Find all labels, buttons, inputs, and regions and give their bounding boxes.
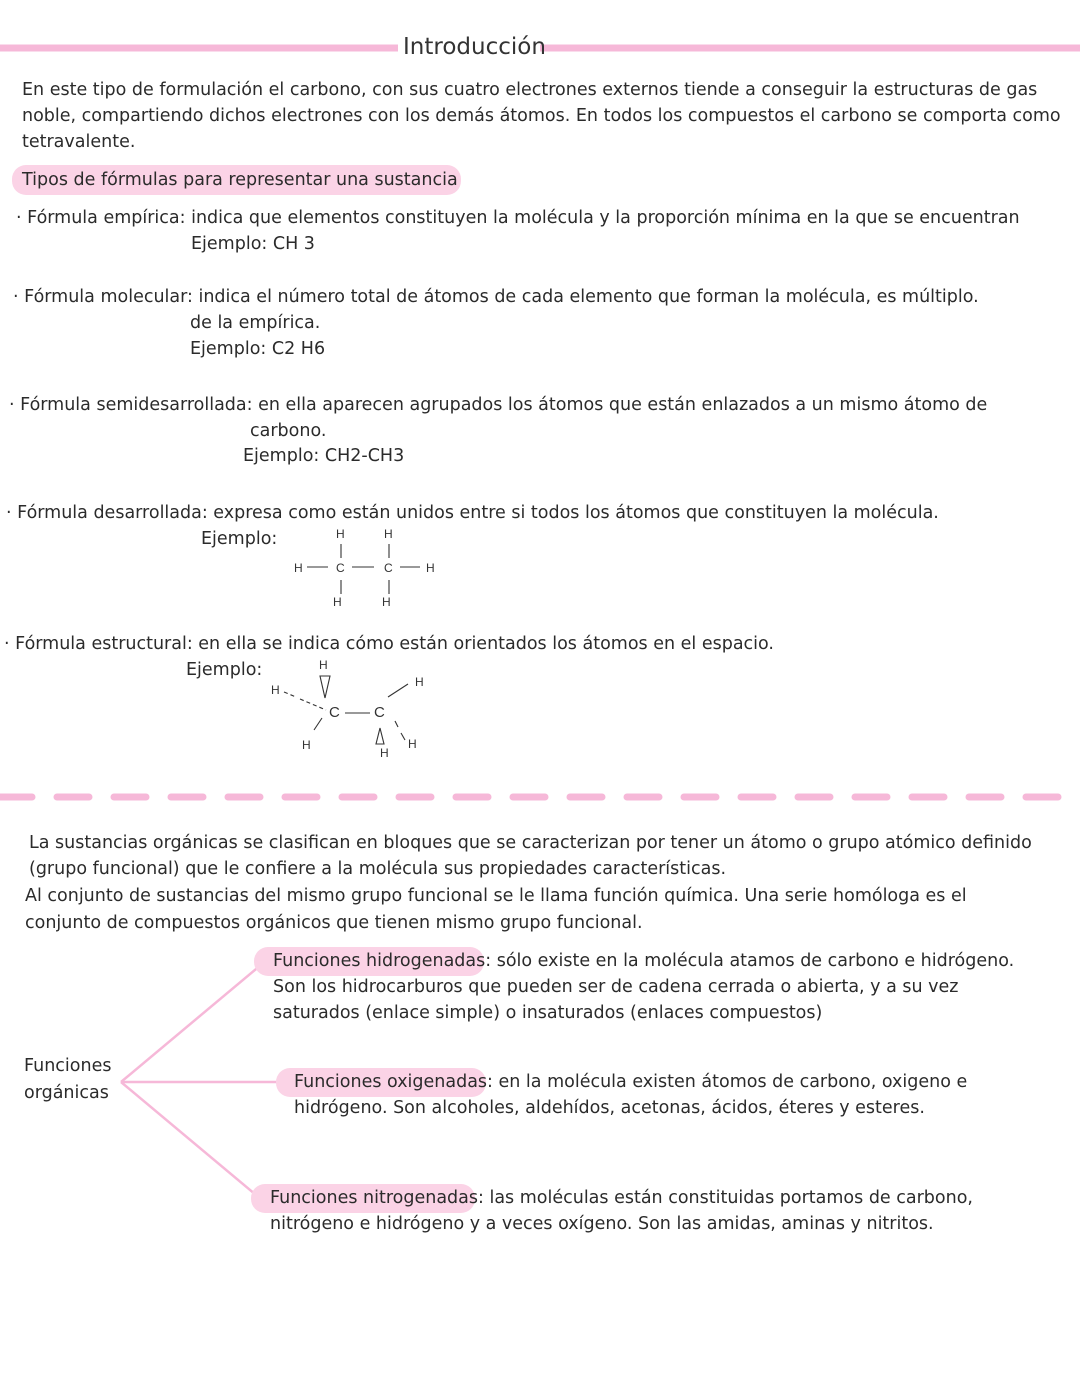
formula-semidesarrollada-line-2: carbono. [250, 421, 327, 441]
dev-c-2: C [384, 561, 393, 575]
dev-h-left: H [294, 561, 303, 575]
hidrogenadas-line-1 [273, 948, 1014, 974]
nitrogenadas-line-2: nitrógeno e hidrógeno y a veces oxígeno. Son las amidas, aminas y nitritos. [270, 1214, 934, 1234]
formula-empirica-example: Ejemplo: CH 3 [191, 234, 315, 254]
intro-line-2: noble, compartiendo dichos electrones con los demás átomos. En todos los compuestos el carbono se comporta como [22, 106, 1061, 126]
nitrogenadas-description: las moléculas están constituidas portamos de carbono, [483, 1188, 973, 1208]
formula-desarrollada: · Fórmula desarrollada: expresa como están unidos entre si todos los átomos que constituyen la molécula. [6, 503, 939, 523]
functions-root-line-1: Funciones [24, 1056, 112, 1076]
hidrogenadas-line-3: saturados (enlace simple) o insaturados (enlaces compuestos) [273, 1003, 823, 1023]
str-h-bottom: H [380, 746, 389, 760]
str-h-bottom-left: H [302, 738, 311, 752]
str-h-lower-right: H [408, 737, 417, 751]
formula-estructural-example: Ejemplo: [186, 660, 263, 680]
oxigenadas-label: Funciones oxigenadas: [294, 1072, 493, 1092]
hidrogenadas-line-2: Son los hidrocarburos que pueden ser de cadena cerrada o abierta, y a su vez [273, 977, 959, 997]
dev-h-right: H [426, 561, 435, 575]
types-heading: Tipos de fórmulas para representar una sustancia [22, 170, 458, 190]
formula-molecular-example: Ejemplo: C2 H6 [190, 339, 326, 359]
organic-line-3: Al conjunto de sustancias del mismo grupo funcional se le llama función química. Una serie homóloga es el [25, 886, 967, 906]
dev-h-bottom-2: H [382, 595, 391, 609]
structural-formula-bonds [284, 676, 408, 744]
dev-h-bottom-1: H [333, 595, 342, 609]
intro-line-1: En este tipo de formulación el carbono, con sus cuatro electrones externos tiende a conseguir la estructuras de gas [22, 80, 1038, 100]
nitrogenadas-line-1 [270, 1185, 973, 1211]
function-tree-lines [121, 964, 282, 1200]
str-c-1: C [329, 704, 340, 721]
formula-molecular-line-2: de la empírica. [190, 313, 321, 333]
oxigenadas-description: en la molécula existen átomos de carbono, oxigeno e [492, 1072, 968, 1092]
functions-root-line-2: orgánicas [24, 1083, 109, 1103]
dev-h-top-2: H [384, 527, 393, 541]
str-h-top: H [319, 658, 328, 672]
nitrogenadas-label: Funciones nitrogenadas: [270, 1188, 484, 1208]
organic-line-1: La sustancias orgánicas se clasifican en bloques que se caracterizan por tener un átomo o grupo atómico definido [29, 833, 1032, 853]
str-c-2: C [374, 704, 385, 721]
formula-semidesarrollada-example: Ejemplo: CH2-CH3 [243, 446, 405, 466]
intro-line-3: tetravalente. [22, 132, 136, 152]
organic-line-4: conjunto de compuestos orgánicos que tienen mismo grupo funcional. [25, 913, 643, 933]
formula-desarrollada-example: Ejemplo: [201, 529, 278, 549]
oxigenadas-line-1 [294, 1069, 967, 1095]
hidrogenadas-description: sólo existe en la molécula atamos de carbono e hidrógeno. [491, 951, 1015, 971]
formula-molecular: · Fórmula molecular: indica el número total de átomos de cada elemento que forman la molécula, es múltiplo. [13, 287, 979, 307]
developed-formula-bonds [307, 544, 420, 594]
dev-c-1: C [336, 561, 345, 575]
oxigenadas-line-2: hidrógeno. Son alcoholes, aldehídos, acetonas, ácidos, éteres y esteres. [294, 1098, 925, 1118]
formula-semidesarrollada: · Fórmula semidesarrollada: en ella aparecen agrupados los átomos que están enlazados a un mismo átomo de [9, 395, 988, 415]
str-h-left: H [271, 683, 280, 697]
page-title: Introducción [403, 34, 546, 60]
organic-line-2: (grupo funcional) que le confiere a la molécula sus propiedades características. [29, 859, 727, 879]
hidrogenadas-label: Funciones hidrogenadas: [273, 951, 492, 971]
formula-empirica: · Fórmula empírica: indica que elementos constituyen la molécula y la proporción mínima en la que se encuentran [16, 208, 1020, 228]
str-h-upper-right: H [415, 675, 424, 689]
formula-estructural: · Fórmula estructural: en ella se indica cómo están orientados los átomos en el espacio. [4, 634, 774, 654]
dev-h-top-1: H [336, 527, 345, 541]
